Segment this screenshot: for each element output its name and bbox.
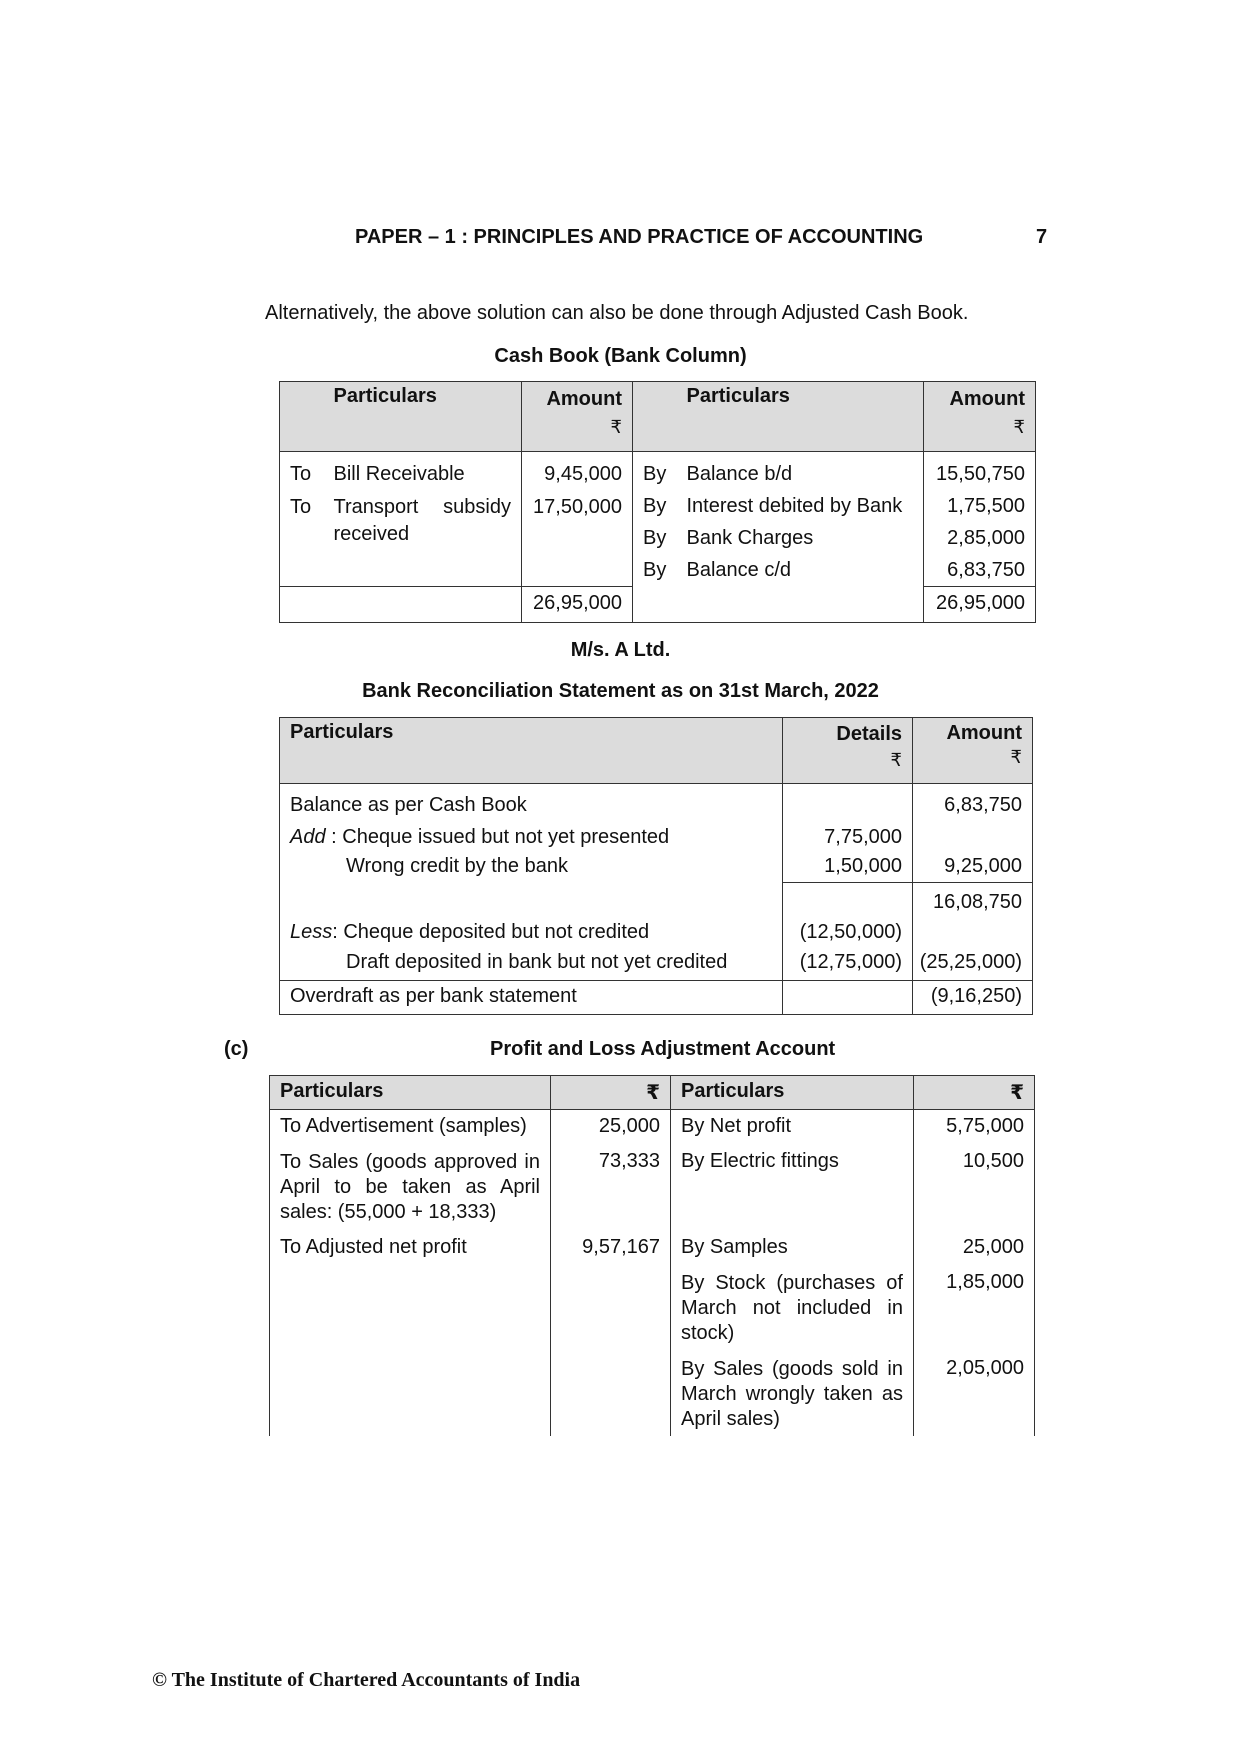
pl-row	[270, 1352, 1035, 1436]
brs-less-detail: (12,75,000)	[799, 951, 902, 973]
brs-lower-row	[280, 883, 1033, 981]
brs-overdraft-row	[280, 981, 1033, 1015]
brs-overdraft-amount: (9,16,250)	[913, 981, 1033, 1015]
cash-book-header-blank-right	[633, 382, 677, 452]
brs-upper-details	[783, 784, 913, 883]
pl-left-blank	[270, 1352, 551, 1436]
cash-book-right-amounts	[924, 452, 1036, 587]
cash-book-body-row	[280, 452, 1036, 587]
brs-company: M/s. A Ltd.	[570, 639, 671, 661]
pl-right-item: By Stock (purchases of March not included in stock)	[671, 1266, 914, 1352]
brs-less-item: Less: Cheque deposited but not credited	[290, 920, 650, 943]
brs-add-detail: 1,50,000	[824, 855, 902, 877]
cash-book-right-amount: 6,83,750	[947, 559, 1025, 581]
pl-left-item: To Advertisement (samples)	[270, 1110, 551, 1145]
intro-text: Alternatively, the above solution can also be done through Adjusted Cash Book.	[265, 302, 969, 324]
brs-title: Bank Reconciliation Statement as on 31st March, 2022	[362, 680, 879, 702]
cash-book-header-amount-left: Amount ₹	[522, 382, 633, 452]
cash-book-right-prefix: By	[643, 495, 667, 517]
pl-right-amount: 10,500	[914, 1145, 1035, 1231]
pl-right-item: By Net profit	[671, 1110, 914, 1145]
pl-header-particulars-left: Particulars	[270, 1076, 551, 1110]
pl-left-blank-amount	[551, 1266, 671, 1352]
pl-right-item: By Electric fittings	[671, 1145, 914, 1231]
cash-book-right-prefix: By	[643, 559, 667, 581]
pl-table	[269, 1075, 1035, 1436]
pl-right-amount: 2,05,000	[914, 1352, 1035, 1436]
cash-book-left-item: Bill Receivable	[333, 463, 465, 485]
brs-overdraft-details	[783, 981, 913, 1015]
cash-book-right-item: Interest debited by Bank	[686, 495, 903, 517]
brs-upper-row	[280, 784, 1033, 883]
cash-book-right-particulars	[677, 452, 924, 623]
brs-less-amount: (25,25,000)	[919, 951, 1022, 973]
brs-lower-details	[783, 883, 913, 981]
cash-book-left-amount: 9,45,000	[544, 463, 622, 485]
pl-left-blank	[270, 1266, 551, 1352]
pl-header-currency-right: ₹	[914, 1076, 1035, 1110]
pl-right-amount: 1,85,000	[914, 1266, 1035, 1352]
cash-book-right-prefixes	[633, 452, 677, 623]
cash-book-right-prefix: By	[643, 527, 667, 549]
brs-header-amount: Amount ₹	[913, 718, 1033, 784]
pl-row	[270, 1231, 1035, 1266]
brs-lower-particulars	[280, 883, 783, 981]
cash-book-total-left: 26,95,000	[522, 587, 633, 623]
pl-title: Profit and Loss Adjustment Account	[490, 1038, 836, 1060]
brs-overdraft-label: Overdraft as per bank statement	[280, 981, 783, 1015]
brs-add-amount: 9,25,000	[944, 855, 1022, 877]
cash-book-right-item: Bank Charges	[686, 527, 814, 549]
cash-book-right-amount: 2,85,000	[947, 527, 1025, 549]
cash-book-left-prefix: To	[290, 496, 312, 518]
brs-less-item: Draft deposited in bank but not yet credited	[346, 950, 728, 973]
cash-book-left-prefix: To	[290, 463, 312, 485]
section-label-c: (c)	[224, 1038, 249, 1060]
brs-header-details: Details ₹	[783, 718, 913, 784]
cash-book-header-row	[280, 382, 1036, 452]
pl-left-amount: 9,57,167	[551, 1231, 671, 1266]
cash-book-header-blank	[280, 382, 324, 452]
brs-upper-particulars	[280, 784, 783, 883]
pl-header-particulars-right: Particulars	[671, 1076, 914, 1110]
cash-book-title: Cash Book (Bank Column)	[494, 345, 747, 367]
pl-left-amount: 25,000	[551, 1110, 671, 1145]
pl-row	[270, 1110, 1035, 1145]
brs-add-item: Add : Cheque issued but not yet presented	[290, 826, 670, 848]
pl-left-item: To Adjusted net profit	[270, 1231, 551, 1266]
pl-header-row	[270, 1076, 1035, 1110]
brs-balance-cash-book-label: Balance as per Cash Book	[290, 794, 527, 816]
brs-header-particulars: Particulars	[280, 718, 783, 784]
pl-row	[270, 1145, 1035, 1231]
brs-balance-cash-book-amount: 6,83,750	[944, 794, 1022, 816]
brs-upper-amounts	[913, 784, 1033, 883]
cash-book-right-amount: 15,50,750	[936, 463, 1025, 485]
cash-book-table	[279, 381, 1036, 623]
pl-left-amount: 73,333	[551, 1145, 671, 1231]
cash-book-left-particulars	[324, 452, 522, 587]
cash-book-left-amount: 17,50,000	[533, 496, 622, 518]
brs-lower-amounts	[913, 883, 1033, 981]
pl-left-blank-amount	[551, 1352, 671, 1436]
brs-header-row	[280, 718, 1033, 784]
pl-right-item: By Sales (goods sold in March wrongly taken as April sales)	[671, 1352, 914, 1436]
cash-book-left-amounts	[522, 452, 633, 587]
pl-right-amount: 5,75,000	[914, 1110, 1035, 1145]
brs-add-detail: 7,75,000	[824, 826, 902, 848]
brs-table	[279, 717, 1033, 1015]
page-header-title: PAPER – 1 : PRINCIPLES AND PRACTICE OF ACCOUNTING	[355, 226, 924, 248]
footer-copyright: © The Institute of Chartered Accountants of India	[152, 1669, 581, 1691]
cash-book-right-prefix: By	[643, 463, 667, 485]
cash-book-header-particulars-right: Particulars	[677, 382, 924, 452]
pl-row	[270, 1266, 1035, 1352]
cash-book-left-prefixes	[280, 452, 324, 587]
cash-book-left-item: Transport subsidy received	[333, 496, 511, 545]
cash-book-header-amount-right: Amount ₹	[924, 382, 1036, 452]
brs-less-detail: (12,50,000)	[799, 921, 902, 943]
page-number: 7	[1036, 226, 1048, 248]
cash-book-right-item: Balance b/d	[686, 463, 793, 485]
cash-book-header-particulars-left: Particulars	[324, 382, 522, 452]
pl-right-amount: 25,000	[914, 1231, 1035, 1266]
pl-left-item: To Sales (goods approved in April to be taken as April sales: (55,000 + 18,333)	[270, 1145, 551, 1231]
cash-book-total-right: 26,95,000	[924, 587, 1036, 623]
pl-right-item: By Samples	[671, 1231, 914, 1266]
cash-book-right-item: Balance c/d	[686, 559, 792, 581]
brs-subtotal: 16,08,750	[933, 891, 1022, 913]
cash-book-total-blank	[280, 587, 522, 623]
pl-header-currency-left: ₹	[551, 1076, 671, 1110]
brs-add-item: Wrong credit by the bank	[346, 855, 568, 877]
cash-book-right-amount: 1,75,500	[947, 495, 1025, 517]
